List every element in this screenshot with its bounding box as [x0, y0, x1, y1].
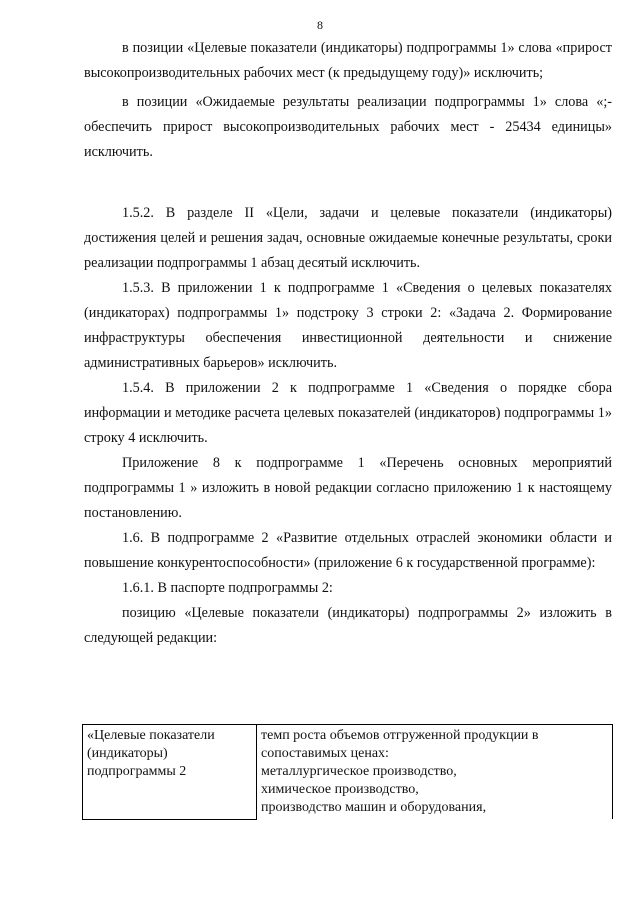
- paragraph-appendix-8: Приложение 8 к подпрограмме 1 «Перечень основных мероприятий подпрограммы 1 » изложить в новой редакции согласно приложению 1 к настоящему постановлению.: [84, 455, 612, 521]
- paragraph-1-5-2: 1.5.2. В разделе II «Цели, задачи и целевые показатели (индикаторы) достижения целей и решения задач, основные ожидаемые конечные результаты, сроки реализации подпрограммы 1 абзац десятый исключить.: [84, 205, 612, 271]
- paragraph-1-5-3: 1.5.3. В приложении 1 к подпрограмме 1 «Сведения о целевых показателях (индикаторах) подпрограммы 1» подстроку 3 строки 2: «Задача 2. Формирование инфраструктуры обеспечения инвестиционной деятельности и снижение административных барьеров» исключить.: [84, 280, 612, 371]
- paragraph-1-6: 1.6. В подпрограмме 2 «Развитие отдельных отраслей экономики области и повышение конкурентоспособности» (приложение 6 к государственной программе):: [84, 530, 612, 571]
- table-cell-label: «Целевые показатели (индикаторы) подпрограммы 2: [83, 725, 257, 820]
- page-number: 8: [317, 18, 323, 32]
- table-line: темп роста объемов отгруженной продукции в сопоставимых ценах:: [261, 728, 539, 761]
- paragraph-indicators-1: в позиции «Целевые показатели (индикаторы) подпрограммы 1» слова «прирост высокопроизводительных рабочих мест (к предыдущему году)» исключить;: [84, 40, 612, 81]
- table-line: производство машин и оборудования,: [261, 800, 487, 815]
- table-row: [83, 725, 613, 820]
- paragraph-1-5-4: 1.5.4. В приложении 2 к подпрограмме 1 «Сведения о порядке сбора информации и методике расчета целевых показателей (индикаторов) подпрограммы 1» строку 4 исключить.: [84, 380, 612, 446]
- table-cell-values: [257, 725, 613, 820]
- paragraph-expected-results-1: в позиции «Ожидаемые результаты реализации подпрограммы 1» слова «;- обеспечить прирост высокопроизводительных рабочих мест - 25434 единицы» исключить.: [84, 94, 612, 160]
- table-line: металлургическое производство,: [261, 764, 457, 779]
- table-line: химическое производство,: [261, 782, 419, 797]
- document-body: [84, 36, 612, 651]
- paragraph-1-6-1: 1.6.1. В паспорте подпрограммы 2:: [122, 580, 333, 596]
- indicators-table: [82, 724, 613, 820]
- paragraph-position-indicators-2: позицию «Целевые показатели (индикаторы) подпрограммы 2» изложить в следующей редакции:: [84, 605, 612, 646]
